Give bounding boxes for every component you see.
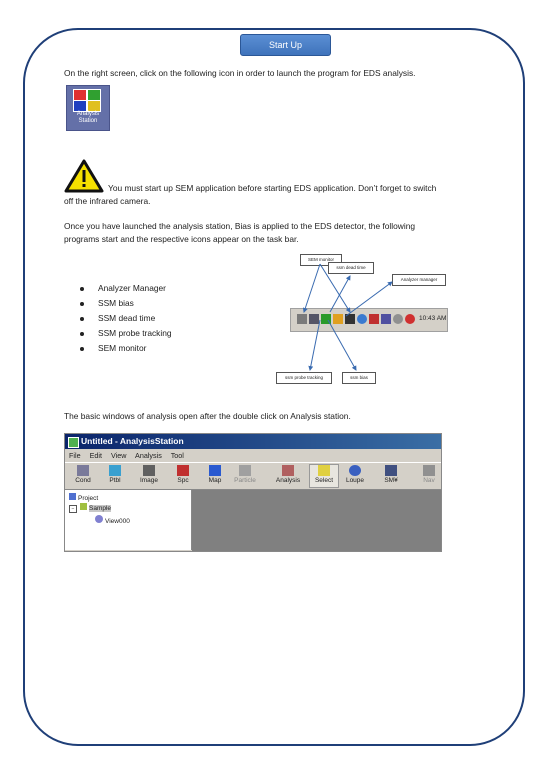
warning-text-line2: off the infrared camera. — [64, 196, 151, 206]
menu-view[interactable]: View — [110, 451, 127, 460]
ptbl-button[interactable]: Ptbl — [101, 465, 129, 484]
select-button[interactable]: Select — [309, 464, 339, 488]
smy-button[interactable]: SM¥ — [377, 465, 405, 484]
analysis-station-icon-label: Analysis Station — [76, 111, 100, 124]
image-button[interactable]: Image — [135, 465, 163, 484]
list-item: SSM dead time — [80, 311, 172, 326]
window-titlebar[interactable] — [65, 434, 441, 449]
list-item: SEM monitor — [80, 341, 172, 356]
intro-text: On the right screen, click on the following icon in order to launch the program for EDS analysis. — [64, 68, 416, 78]
nav-button[interactable]: Nav — [415, 465, 443, 484]
bias-text-line2: programs start and the respective icons appear on the task bar. — [64, 234, 299, 244]
loupe-button[interactable]: Loupe — [341, 465, 369, 484]
menu-tool[interactable]: Tool — [170, 451, 184, 460]
callout-sem-monitor: SEM monitor — [300, 254, 342, 266]
smy-icon — [385, 465, 397, 476]
warning-text-line1: You must start up SEM application before starting EDS application. Don’t forget to switch — [108, 183, 437, 193]
particle-button[interactable]: Particle — [231, 465, 259, 484]
spc-button[interactable]: Spc — [169, 465, 197, 484]
list-item: SSM probe tracking — [80, 326, 172, 341]
project-icon — [69, 493, 76, 500]
menu-analysis[interactable]: Analysis — [135, 451, 162, 460]
cond-icon — [77, 465, 89, 476]
map-icon — [209, 465, 221, 476]
taskbar-clock: 10:43 AM — [419, 315, 447, 322]
toolbar — [65, 462, 441, 490]
select-icon — [318, 465, 330, 476]
analysis-station-window — [64, 433, 442, 552]
menu-bar — [65, 449, 441, 462]
callout-analyzer-manager: Analyzer manager — [392, 274, 446, 286]
image-icon — [143, 465, 155, 476]
cond-button[interactable]: Cond — [69, 465, 97, 484]
callout-ssm-dead-time: ssm dead time — [328, 262, 374, 274]
start-up-header: Start Up — [240, 34, 331, 56]
analysis-button[interactable]: Analysis — [271, 465, 305, 484]
particle-icon — [239, 465, 251, 476]
menu-edit[interactable]: Edit — [89, 451, 102, 460]
nav-icon — [423, 465, 435, 476]
sample-icon — [80, 503, 87, 510]
app-icon — [68, 437, 79, 448]
callout-ssm-probe-tracking: ssm probe tracking — [276, 372, 332, 384]
view-icon — [95, 515, 103, 523]
tree-item-project[interactable]: Project — [69, 493, 98, 502]
project-tree — [65, 490, 192, 550]
tree-item-view[interactable]: View000 — [95, 515, 130, 525]
analysis-icon — [282, 465, 294, 476]
bias-text-line1: Once you have launched the analysis station, Bias is applied to the EDS detector, the following — [64, 221, 416, 231]
map-button[interactable]: Map — [201, 465, 229, 484]
tree-item-sample[interactable]: − Sample — [69, 503, 111, 513]
callout-ssm-bias: ssm bias — [342, 372, 376, 384]
windows-text: The basic windows of analysis open after the double click on Analysis station. — [64, 411, 351, 421]
list-item: SSM bias — [80, 296, 172, 311]
collapse-icon: − — [69, 505, 77, 513]
list-item: Analyzer Manager — [80, 281, 172, 296]
ptbl-icon — [109, 465, 121, 476]
window-title: Untitled - AnalysisStation — [81, 436, 184, 446]
spc-icon — [177, 465, 189, 476]
loupe-icon — [349, 465, 361, 476]
menu-file[interactable]: File — [69, 451, 81, 460]
workspace-area — [192, 490, 441, 551]
